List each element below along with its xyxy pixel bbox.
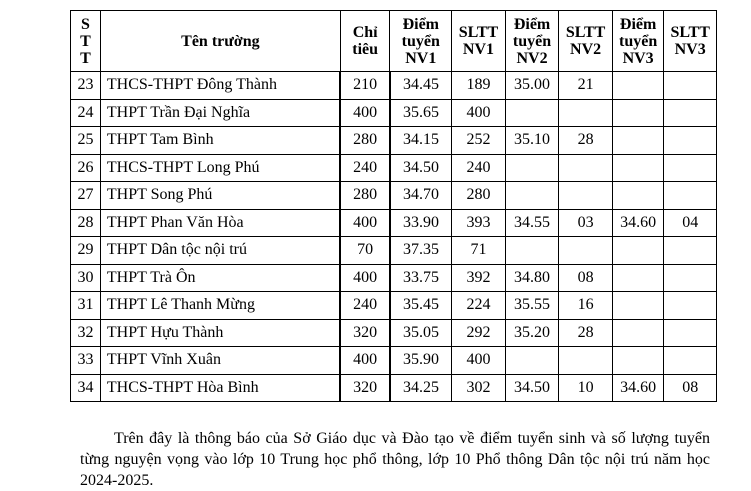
cell-school-name: THPT Trần Đại Nghĩa xyxy=(100,99,340,127)
header-count-nv2-line: NV2 xyxy=(570,41,602,58)
cell-count-nv2: 21 xyxy=(559,72,613,100)
announcement-note: Trên đây là thông báo của Sở Giáo dục và Đào tạo về điểm tuyển sinh và số lượng tuyển từng nguyện vọng vào lớp 10 Trung học phổ thông, lớp 10 Phổ thông Dân tộc nội trú năm học 2024-2025. xyxy=(80,430,710,489)
cell-count-nv1: 400 xyxy=(452,99,506,127)
header-quota-line: Chỉ xyxy=(352,24,378,41)
cell-stt: 25 xyxy=(71,127,101,155)
header-score-nv2-line: tuyển xyxy=(512,32,552,50)
cell-count-nv3: 04 xyxy=(664,209,717,237)
header-count-nv1-line: NV1 xyxy=(462,41,495,58)
cell-score-nv1: 37.35 xyxy=(390,237,452,265)
cell-score-nv3 xyxy=(612,127,664,155)
cell-score-nv3 xyxy=(612,99,664,127)
header-score-nv2-line: Điểm xyxy=(513,15,551,33)
cell-score-nv1: 35.45 xyxy=(390,292,452,320)
header-row xyxy=(71,11,717,72)
header-score-nv3 xyxy=(612,11,664,72)
cell-score-nv1: 35.05 xyxy=(390,319,452,347)
cell-score-nv3 xyxy=(612,72,664,100)
header-count-nv2-line: SLTT xyxy=(565,24,606,41)
header-stt-line: T xyxy=(80,32,91,50)
cell-score-nv2 xyxy=(505,237,559,265)
header-score-nv2-line: NV2 xyxy=(516,49,548,67)
header-quota xyxy=(340,11,389,72)
cell-count-nv3 xyxy=(664,347,717,375)
cell-stt: 23 xyxy=(71,72,101,100)
cell-count-nv1: 189 xyxy=(452,72,506,100)
table-row xyxy=(71,209,717,237)
cell-stt: 32 xyxy=(71,319,101,347)
admission-score-table xyxy=(70,10,717,402)
cell-score-nv2: 35.10 xyxy=(505,127,559,155)
cell-school-name: THPT Vĩnh Xuân xyxy=(100,347,340,375)
cell-score-nv2 xyxy=(505,182,559,210)
table-row xyxy=(71,182,717,210)
cell-count-nv3 xyxy=(664,182,717,210)
table-row xyxy=(71,127,717,155)
header-score-nv3-line: tuyển xyxy=(619,32,658,50)
cell-count-nv2 xyxy=(559,99,613,127)
header-school-name: Tên trường xyxy=(100,11,340,72)
cell-score-nv1: 34.15 xyxy=(390,127,452,155)
cell-count-nv3: 08 xyxy=(664,374,717,402)
table-row xyxy=(71,374,717,402)
cell-count-nv3 xyxy=(664,99,717,127)
cell-score-nv1: 35.65 xyxy=(390,99,452,127)
header-stt xyxy=(71,11,101,72)
cell-quota: 400 xyxy=(340,347,389,375)
header-count-nv2 xyxy=(559,11,613,72)
cell-count-nv1: 302 xyxy=(452,374,506,402)
cell-count-nv1: 392 xyxy=(452,264,506,292)
cell-count-nv2 xyxy=(559,182,613,210)
cell-count-nv1: 280 xyxy=(452,182,506,210)
cell-count-nv1: 240 xyxy=(452,154,506,182)
cell-count-nv2 xyxy=(559,347,613,375)
cell-score-nv1: 34.45 xyxy=(390,72,452,100)
cell-stt: 28 xyxy=(71,209,101,237)
table-row xyxy=(71,154,717,182)
cell-count-nv3 xyxy=(664,237,717,265)
cell-score-nv2 xyxy=(505,154,559,182)
cell-score-nv3 xyxy=(612,264,664,292)
header-score-nv1-line: Điểm xyxy=(402,15,439,33)
cell-score-nv1: 34.70 xyxy=(390,182,452,210)
cell-score-nv1: 35.90 xyxy=(390,347,452,375)
cell-score-nv3 xyxy=(612,319,664,347)
header-score-nv1-line: NV1 xyxy=(405,49,437,67)
cell-school-name: THPT Lê Thanh Mừng xyxy=(100,292,340,320)
cell-score-nv2 xyxy=(505,347,559,375)
cell-school-name: THPT Hựu Thành xyxy=(100,319,340,347)
cell-count-nv2: 08 xyxy=(559,264,613,292)
header-stt-line: S xyxy=(80,15,90,33)
cell-quota: 240 xyxy=(340,292,389,320)
cell-count-nv1: 292 xyxy=(452,319,506,347)
cell-count-nv1: 400 xyxy=(452,347,506,375)
cell-quota: 210 xyxy=(340,72,389,100)
cell-score-nv1: 34.25 xyxy=(390,374,452,402)
header-count-nv3 xyxy=(664,11,717,72)
cell-count-nv3 xyxy=(664,264,717,292)
cell-quota: 320 xyxy=(340,374,389,402)
cell-count-nv2 xyxy=(559,154,613,182)
cell-school-name: THCS-THPT Hòa Bình xyxy=(100,374,340,402)
cell-score-nv3 xyxy=(612,292,664,320)
cell-count-nv2 xyxy=(559,237,613,265)
header-count-nv1 xyxy=(452,11,506,72)
cell-quota: 400 xyxy=(340,264,389,292)
cell-school-name: THPT Phan Văn Hòa xyxy=(100,209,340,237)
cell-quota: 320 xyxy=(340,319,389,347)
cell-stt: 34 xyxy=(71,374,101,402)
cell-score-nv2: 34.50 xyxy=(505,374,559,402)
cell-count-nv3 xyxy=(664,319,717,347)
table-row xyxy=(71,99,717,127)
cell-score-nv1: 33.75 xyxy=(390,264,452,292)
table-row xyxy=(71,264,717,292)
cell-count-nv2: 03 xyxy=(559,209,613,237)
cell-school-name: THPT Song Phú xyxy=(100,182,340,210)
cell-stt: 30 xyxy=(71,264,101,292)
table-row xyxy=(71,292,717,320)
header-score-nv1-line: tuyển xyxy=(401,32,440,50)
cell-quota: 280 xyxy=(340,182,389,210)
cell-score-nv3: 34.60 xyxy=(612,209,664,237)
cell-school-name: THPT Trà Ôn xyxy=(100,264,340,292)
cell-score-nv3 xyxy=(612,237,664,265)
table-row xyxy=(71,237,717,265)
cell-stt: 24 xyxy=(71,99,101,127)
cell-score-nv2: 35.00 xyxy=(505,72,559,100)
table-row xyxy=(71,72,717,100)
header-score-nv1 xyxy=(390,11,452,72)
cell-score-nv2: 35.20 xyxy=(505,319,559,347)
cell-school-name: THCS-THPT Long Phú xyxy=(100,154,340,182)
cell-score-nv2: 34.80 xyxy=(505,264,559,292)
table-row xyxy=(71,319,717,347)
cell-score-nv2: 35.55 xyxy=(505,292,559,320)
cell-count-nv1: 252 xyxy=(452,127,506,155)
cell-score-nv2 xyxy=(505,99,559,127)
cell-score-nv3: 34.60 xyxy=(612,374,664,402)
cell-score-nv1: 33.90 xyxy=(390,209,452,237)
cell-score-nv1: 34.50 xyxy=(390,154,452,182)
cell-count-nv1: 224 xyxy=(452,292,506,320)
cell-count-nv3 xyxy=(664,292,717,320)
header-score-nv3-line: NV3 xyxy=(622,49,654,67)
header-count-nv3-line: NV3 xyxy=(674,41,706,58)
cell-quota: 400 xyxy=(340,99,389,127)
cell-quota: 280 xyxy=(340,127,389,155)
cell-count-nv2: 28 xyxy=(559,127,613,155)
cell-school-name: THPT Dân tộc nội trú xyxy=(100,237,340,265)
header-stt-line: T xyxy=(80,49,91,67)
cell-count-nv3 xyxy=(664,72,717,100)
cell-score-nv3 xyxy=(612,347,664,375)
cell-count-nv2: 16 xyxy=(559,292,613,320)
cell-stt: 31 xyxy=(71,292,101,320)
cell-stt: 27 xyxy=(71,182,101,210)
cell-quota: 70 xyxy=(340,237,389,265)
cell-stt: 33 xyxy=(71,347,101,375)
header-score-nv2 xyxy=(505,11,559,72)
cell-stt: 26 xyxy=(71,154,101,182)
cell-school-name: THPT Tam Bình xyxy=(100,127,340,155)
cell-score-nv3 xyxy=(612,182,664,210)
cell-count-nv3 xyxy=(664,127,717,155)
header-count-nv3-line: SLTT xyxy=(670,24,710,41)
cell-quota: 400 xyxy=(340,209,389,237)
header-quota-line: tiêu xyxy=(352,41,379,58)
cell-score-nv2: 34.55 xyxy=(505,209,559,237)
header-score-nv3-line: Điểm xyxy=(619,15,657,33)
header-count-nv1-line: SLTT xyxy=(458,24,499,41)
cell-count-nv3 xyxy=(664,154,717,182)
table-row xyxy=(71,347,717,375)
cell-count-nv1: 393 xyxy=(452,209,506,237)
cell-stt: 29 xyxy=(71,237,101,265)
cell-school-name: THCS-THPT Đông Thành xyxy=(100,72,340,100)
cell-count-nv2: 28 xyxy=(559,319,613,347)
cell-count-nv1: 71 xyxy=(452,237,506,265)
cell-count-nv2: 10 xyxy=(559,374,613,402)
cell-quota: 240 xyxy=(340,154,389,182)
cell-score-nv3 xyxy=(612,154,664,182)
